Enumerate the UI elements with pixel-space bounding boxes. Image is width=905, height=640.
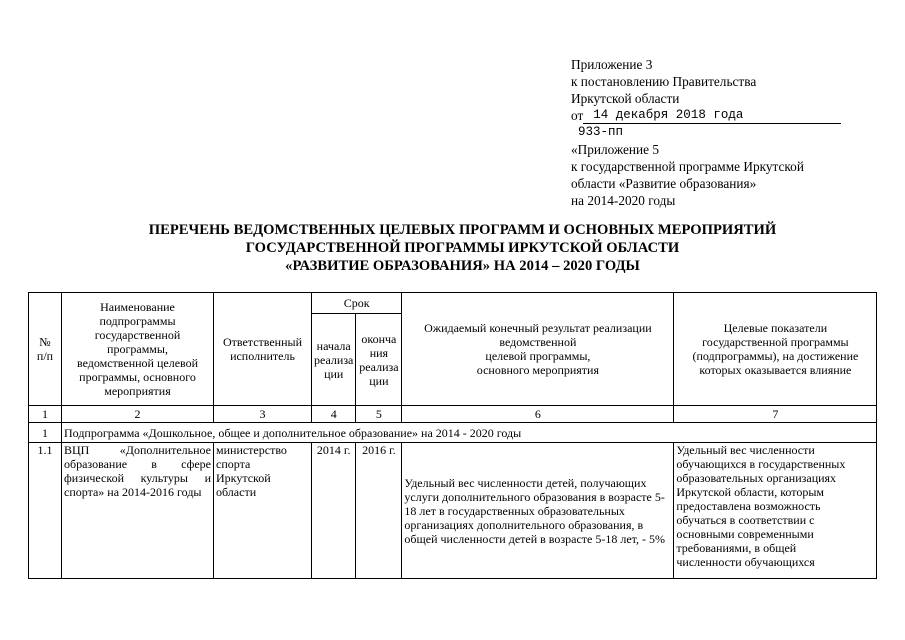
annex-line-8: области «Развитие образования» xyxy=(571,176,757,191)
annex-line-7: к государственной программе Иркутской xyxy=(571,159,804,174)
column-numbers-row xyxy=(29,406,877,423)
header-indicators: Целевые показатели государственной программы (подпрограммы), на достижение которых оказывается влияние xyxy=(674,293,877,406)
column-number: 2 xyxy=(62,406,214,423)
row-executor: министерство спорта Иркутской области xyxy=(214,443,312,579)
annex-line-6: «Приложение 5 xyxy=(571,142,659,157)
subprogram-num: 1 xyxy=(29,423,62,443)
header-num: № п/п xyxy=(29,293,62,406)
title-line-1: ПЕРЕЧЕНЬ ВЕДОМСТВЕННЫХ ЦЕЛЕВЫХ ПРОГРАММ И ОСНОВНЫХ МЕРОПРИЯТИЙ xyxy=(148,222,777,238)
header-term: Срок xyxy=(312,293,402,314)
header-term-end: оконча ния реализа ции xyxy=(356,314,402,406)
annex-from-label: от xyxy=(571,108,584,123)
subprogram-row xyxy=(29,423,877,443)
row-num: 1.1 xyxy=(29,443,62,579)
column-number: 5 xyxy=(356,406,402,423)
title-line-2: ГОСУДАРСТВЕННОЙ ПРОГРАММЫ ИРКУТСКОЙ ОБЛАСТИ xyxy=(245,240,680,256)
column-number: 7 xyxy=(674,406,877,423)
annex-date: 14 декабря 2018 года xyxy=(583,107,841,124)
annex-number: 933-пп xyxy=(578,125,624,139)
annex-block xyxy=(571,56,871,209)
table-row xyxy=(29,443,877,579)
column-number: 3 xyxy=(214,406,312,423)
header-term-start: начала реализа ции xyxy=(312,314,356,406)
annex-line-1: Приложение 3 xyxy=(571,57,653,72)
header-row-1 xyxy=(29,293,877,314)
annex-date-line xyxy=(571,107,871,124)
header-result: Ожидаемый конечный результат реализации ведомственной целевой программы, основного мероприятия xyxy=(402,293,674,406)
subprogram-title: Подпрограмма «Дошкольное, общее и дополнительное образование» на 2014 - 2020 годы xyxy=(62,423,877,443)
row-result: Удельный вес численности детей, получающих услуги дополнительного образования в возрасте 5-18 лет в государственных образовательных организациях дополнительного образования, в общей численности детей в возрасте 5-18 лет, - 5% xyxy=(402,443,674,579)
row-indicators: Удельный вес численности обучающихся в государственных образовательных организациях Иркутской области, которым предоставлена возможность обучаться в соответствии с основными современными требованиями, в общей численности обучающихся xyxy=(674,443,877,579)
annex-line-2: к постановлению Правительства xyxy=(571,74,757,89)
column-number: 4 xyxy=(312,406,356,423)
row-name: ВЦП «Дополнительное образование в сфере физической культуры и спорта» на 2014-2016 годы xyxy=(62,443,214,579)
column-number: 6 xyxy=(402,406,674,423)
header-executor: Ответственный исполнитель xyxy=(214,293,312,406)
title-line-3: «РАЗВИТИЕ ОБРАЗОВАНИЯ» НА 2014 – 2020 ГОДЫ xyxy=(285,258,640,274)
row-end: 2016 г. xyxy=(356,443,402,579)
annex-line-3: Иркутской области xyxy=(571,91,680,106)
row-start: 2014 г. xyxy=(312,443,356,579)
document-title xyxy=(60,221,865,275)
programs-table xyxy=(28,292,877,579)
column-number: 1 xyxy=(29,406,62,423)
annex-line-9: на 2014-2020 годы xyxy=(571,193,676,208)
header-name: Наименование подпрограммы государственной программы, ведомственной целевой программы, основного мероприятия xyxy=(62,293,214,406)
